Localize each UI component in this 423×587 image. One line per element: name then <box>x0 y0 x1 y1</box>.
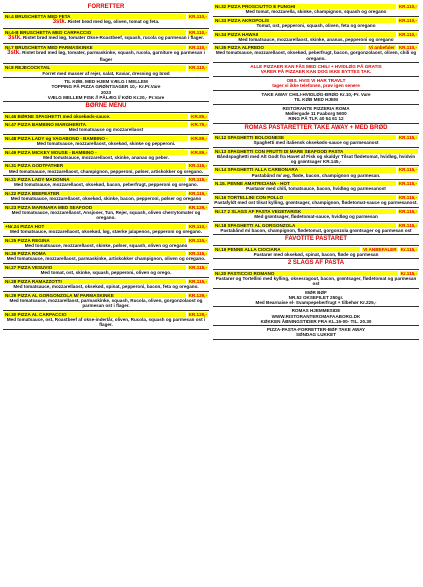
notice-line: PIZZA-PASTA-FORRETTER-BØF TAKE AWAY <box>266 327 366 333</box>
notice-line: Med Bearnaise el- Svampepeberfrugt + tilbehør Kr.225,- <box>255 299 377 305</box>
menu-item-name: Nr.25 PIZZA REGINA <box>4 238 186 243</box>
menu-item-desc-wrap <box>4 35 208 42</box>
menu-item-desc: Med tomatsauce, mozzarellaost, oksekød, skinke, bacon, pepperoni, pølser og oregano <box>10 196 202 202</box>
menu-item-header <box>214 223 418 228</box>
menu-item-price: KR.110,- <box>398 31 417 37</box>
menu-item-header <box>4 312 208 317</box>
menu-item-price: KR.115,- <box>398 181 417 187</box>
menu-item-desc: Ristet brød med løg, oliven, tomat og feta. <box>67 19 160 25</box>
menu-item-desc: Ristet brød med løg, tomater Okse-Roastbeef, squash, rucola og parmesan i flager. <box>22 34 204 40</box>
menu-item-name: Nr.14 SPAGHETTI ALLA CARBONARA <box>214 167 396 172</box>
menu-item-desc: Med tomatsauce, mozzarellaost, champignon, pepperoni, pølser, artiskokker og oregano. <box>8 168 204 174</box>
menu-item <box>3 190 209 204</box>
menu-item-name: Nr.21 PIZZA LADY MADONNA <box>4 177 186 182</box>
section-title: BØRNE MENU <box>85 103 127 110</box>
menu-item-price: KR.129,- <box>188 204 207 210</box>
menu-item <box>213 31 419 45</box>
menu-item-desc: Med tomatsauce, mozzarellaost, skinke, pølser, squash, oliven og oregano <box>24 242 188 248</box>
menu-item-name: Nr.48 PIZZA LADY og VAGABOND - BAMBINO - <box>4 136 188 141</box>
notice-block <box>213 326 419 340</box>
menu-item-name: Nr.7 BRUSCHETTA MED PARMASKINKE <box>4 45 186 50</box>
menu-item-desc: Med tomatsauce, mozzarellaost, skinke, ananas, pepperoni og oregano <box>238 36 394 42</box>
menu-item-desc: Med tomatsauce, mozzarellaost, parmaskinke, artiskokker champignon, oliven og oregano. <box>6 256 206 262</box>
notice-line: WWW.RISTORANTEROMAFAABORG.DK <box>271 313 361 319</box>
notice-line: tager vi ikke telefonen, prøv igen senere <box>272 83 360 89</box>
menu-left-column <box>3 3 209 585</box>
menu-item <box>3 13 209 28</box>
menu-item-desc: Med tomatsauce, mozzarellaost, oksekød, løg, stærke jalapenos, pepperoni og oregano. <box>10 228 202 234</box>
menu-item-desc-wrap <box>4 50 208 62</box>
menu-item-name: Nr.8 REJECOCKTAIL <box>4 65 186 70</box>
menu-item-qty: 3stk. <box>8 34 22 41</box>
recommend-badge: VI ANBEFALER <box>363 246 397 252</box>
menu-item-price: KR.79,- <box>191 122 207 128</box>
menu-item-header <box>4 238 208 243</box>
menu-item-name: Nr.46 BØRNE SPAGHETTI med oksekøds-sauce. <box>4 114 188 119</box>
menu-item <box>213 208 419 222</box>
menu-item <box>213 194 419 208</box>
menu-item-price: KR.115,- <box>398 134 417 140</box>
menu-item-desc: Ristet brød med løg, tomater, parmaskinke, squash, rucola, garniture og parmesan i flager <box>22 50 205 62</box>
menu-item <box>213 166 419 180</box>
menu-item-price: KR.115,- <box>188 237 207 243</box>
notice-block <box>213 105 419 124</box>
menu-item <box>3 121 209 135</box>
notice-line: ROMAS HJEMMESIDE <box>291 308 341 314</box>
menu-item <box>213 134 419 148</box>
menu-item-price: KR.110,- <box>188 223 207 229</box>
notice-line: ALLE PIZZAER KAN FÅS MED CHILI + HVIDLØG PÅ GRATIS <box>250 64 382 70</box>
notice-line: VARER PÅ PIZZAER KAN DOG IKKE BYTTES TAK. <box>260 69 372 75</box>
menu-item-name: Nr.17 2 SLAGS AF PASTA VEGETARISK <box>214 209 396 214</box>
menu-item-desc: Med grøntsager, flødetomat-sauce, hvidløg og parmesan <box>254 213 378 219</box>
menu-item-name: Nr.49 PIZZA MICKEY MOUSE - BAMBINO - <box>4 150 188 155</box>
notice-line: TIL KØB MED HJEM <box>294 96 338 102</box>
menu-item-price: KR.115,- <box>188 163 207 169</box>
menu-item <box>213 270 419 289</box>
menu-item-qty: 3stk. <box>7 50 21 57</box>
menu-item-price: KR.110,- <box>188 44 207 50</box>
menu-item-desc: Pastarør med chili, tomatsauce, bacon, hvidløg og parmesanost <box>246 186 386 192</box>
menu-item-name: N.15. PENNE AMATRICIANA - HOT <box>214 181 396 186</box>
menu-item-name: Nr.34 PIZZA HAWAII <box>214 32 396 37</box>
section-title-block <box>213 235 419 245</box>
menu-item-price: KR.115,- <box>188 251 207 257</box>
notice-line: SØNDAG LUKKET <box>295 332 337 338</box>
menu-item <box>3 204 209 223</box>
menu-item-desc: Med tomatsauce, mozzarellaost, oksekød, skinke og pepperoni. <box>36 141 176 147</box>
menu-item-price: KR.110,- <box>188 14 207 20</box>
notice-line: MØR BØF <box>305 289 327 295</box>
section-title: FORRETTER <box>87 4 125 10</box>
notice-block <box>213 289 419 308</box>
notice-block <box>213 307 419 326</box>
menu-item-name: Nr.18 SPAGHETTI AL GORGONZOLA <box>214 223 396 228</box>
menu-item-desc: Med tomat, ost, skinke, squash, pepperoni, oliven og orego. <box>40 270 172 276</box>
menu-item-name: Nr.20 PASTICCIO ROMANO <box>214 271 398 276</box>
menu-item-price: KR.110,- <box>398 45 417 51</box>
menu-item-name: Nr.31 PIZZA GODTFATHER <box>4 163 186 168</box>
menu-item <box>213 246 419 260</box>
notice-line: 2023 <box>100 89 112 95</box>
menu-item-name: Nr.16 TORTELLINI CON POLLO <box>214 195 396 200</box>
menu-item-price: KR.89,- <box>191 135 207 141</box>
notice-line: RISTORANTE PIZZERIA ROMA <box>282 105 350 111</box>
menu-item-desc: Med tomatsauce, mozzarellaost, skinke, ananas og peber. <box>43 154 169 160</box>
menu-item <box>3 149 209 163</box>
menu-item-desc: Med tomatsauce, mozzarellaost, oksekød, spinat, pepperoni, bacon, feta og oregano. <box>13 284 199 290</box>
menu-item-name: Nr.33 PIZZA AKROPOLIS <box>214 18 396 23</box>
menu-item-header <box>214 167 418 172</box>
notice-block <box>213 91 419 105</box>
notice-block <box>213 77 419 91</box>
menu-item-header <box>4 163 208 168</box>
menu-item <box>3 29 209 44</box>
menu-item <box>213 17 419 31</box>
menu-item <box>213 44 419 63</box>
menu-item <box>213 222 419 236</box>
notice-line: VÆLG MELLEM FISK // PÅLÆG // KØD Kr.20,- Pr.Vare <box>47 94 165 100</box>
menu-item <box>3 264 209 278</box>
menu-item-desc: Med tomatsauce, mozzarellaost, oksekød, peberfrugt, bacon, gorgonzolaost, oliven, chili og oregano. <box>215 50 417 61</box>
menu-item-name: Nr.4-B BRUSCHETTA MED CARPACCIO <box>4 30 186 35</box>
menu-item-name: Nr.26 PIZZA ROMA <box>4 251 186 256</box>
menu-item-name: Nr.28 PIZZA RAMAZZOTTI <box>4 279 186 284</box>
menu-item-desc: Pastafyldt med ost tilsat kylling, grøntsager, champignon, flødetomat-sauce og parmesanost. <box>214 200 418 206</box>
menu-item <box>3 292 209 311</box>
menu-item-price: Kr.115,- <box>400 246 417 252</box>
menu-item-price: KR.115,- <box>398 167 417 173</box>
menu-item-header <box>214 247 418 252</box>
menu-item-desc: Med tomatsauce, ost, Roastbeef af okse-inderlår, oliven, Rucola, squash og parmesan ost i flager. <box>6 316 206 327</box>
menu-item-name: Nr.12 SPAGHETTI BOLOGNESE <box>214 135 396 140</box>
menu-item-name: Nr.13 SPAGHETTI CON FRUTTI DI MARE SEAFOOD PASTA <box>214 149 418 154</box>
notice-line: TIL KØB. MED HJEM VÆLG I MELLEM <box>64 79 148 85</box>
notice-line: RING PÅ TLF. 40 54 61 12 <box>288 115 344 121</box>
notice-block <box>3 78 209 102</box>
section-title-block <box>3 3 209 13</box>
menu-item-price: KR.110,- <box>188 29 207 35</box>
menu-item-name: Nr.32 PIZZA PROSCIUTTO E FUNGHI <box>214 4 396 9</box>
menu-item-name: Nr.30 PIZZA AL CARPACCIO <box>4 312 186 317</box>
section-title: 2 SLAGS AF PASTA <box>287 260 345 267</box>
menu-item-name: +Nr.24 PIZZA HOT <box>4 224 186 229</box>
notice-block <box>213 63 419 77</box>
notice-line: Møllergade 11 Faaborg 5600 <box>285 110 347 116</box>
menu-item-header <box>214 149 418 154</box>
menu-item-name: Nr.29 PIZZA AL GORGONZOLA M/ PARMASKINKE <box>4 293 186 298</box>
menu-item-price: KR.115,- <box>188 191 207 197</box>
menu-item-qty: 3stk. <box>52 19 67 26</box>
menu-item <box>3 250 209 264</box>
menu-item-price: Kr.115,- <box>400 270 417 276</box>
menu-item-price: KR.110,- <box>398 17 417 23</box>
menu-item <box>213 148 419 167</box>
notice-line: KØKKEN ÅBNINGSTIDER FRA KL.16-00- TIL. 20.30 <box>260 318 372 324</box>
section-title-block <box>213 124 419 134</box>
menu-item-desc: Tomat, ost, pepperoni, squash, oliven, feta og oregano <box>256 22 376 28</box>
menu-item-desc: Spaghetti med italiensk oksekøds-sauce og parmesanost <box>253 139 379 145</box>
menu-item-name: Nr.47 PIZZA BAMBINO MARGHERITA <box>4 122 188 127</box>
menu-item <box>3 113 209 122</box>
menu-item-name: Nr.19 PENNE ALLA CIOCIARA <box>214 247 360 252</box>
menu-item-price: KR.115,- <box>188 265 207 271</box>
notice-line: OBS. HVIS VI HAR TRAVLT <box>286 78 346 84</box>
menu-item-price: KR.85,- <box>191 113 207 119</box>
menu-item-price: KR.115,- <box>188 177 207 183</box>
menu-item-desc: Med tomatsauce, mozzarellaost, parmaskinke, squash, Rucola, oliven, gorgonzolaost og parmesan ost i flager. <box>9 297 203 308</box>
menu-right-column <box>213 3 419 585</box>
menu-item-price: KR.129,- <box>188 311 207 317</box>
menu-item-header <box>4 65 208 70</box>
menu-item-header <box>4 114 208 119</box>
menu-item-price: KR.115,- <box>398 208 417 214</box>
section-title: ROMAS PASTARETTER TAKE AWAY + MED BRØD <box>244 124 388 131</box>
menu-item-name: Nr.4 BRUSCHETTA MED FETA <box>4 14 186 19</box>
menu-item-desc: Båndspaghetti med Alt Godt fra Havet af Fisk og skaldyr Tilsat flødetomat, hvidløg, hvidvin og grøntsager KR.145,- <box>216 153 416 164</box>
menu-item-price: KR.89,- <box>191 149 207 155</box>
menu-item-name: Nr.35 PIZZA ALFREDO <box>214 45 366 50</box>
menu-item <box>3 311 209 330</box>
menu-item-desc-wrap <box>4 19 208 26</box>
menu-item-price: KR.110,- <box>188 65 207 71</box>
menu-item-price: KR.115,- <box>398 222 417 228</box>
menu-item <box>3 64 209 78</box>
menu-item-desc: Med tomatsauce, mozzarellaost, Ansjoser, Tun, Rejer, squash, oliven cherrytomater og oregano. <box>11 209 201 221</box>
menu-item-desc: Med tomat, mozzarella, skinke, champignon, squash og oregano <box>245 9 387 15</box>
menu-item <box>3 237 209 251</box>
menu-item-name: Nr.22 PIZZA BEEFEATER <box>4 191 186 196</box>
menu-item-price: KR.110,- <box>398 4 417 9</box>
menu-item-header <box>214 271 418 276</box>
menu-item <box>3 278 209 292</box>
menu-item <box>3 44 209 65</box>
menu-item <box>3 135 209 149</box>
menu-item-desc: Pastabånd m/ æg, fløde, bacon, champignon og parmesan. <box>251 172 381 178</box>
notice-line: TAKE AWAY CHILI-HVIDLØG-BRØD Kr.10,-Pr. Vare <box>261 91 371 97</box>
menu-item-price: KR.115,- <box>398 195 417 201</box>
menu-item <box>213 3 419 17</box>
section-title: FAVOTITE PASTARET <box>284 236 347 243</box>
notice-line: TOPPING PÅ PIZZA GRØNTSAGER 10,- Kr.Pr.Vare <box>51 84 161 90</box>
menu-item-header <box>214 32 418 37</box>
section-title-block <box>213 259 419 269</box>
menu-item <box>3 176 209 190</box>
menu-item-price: KR.129,- <box>188 292 207 298</box>
menu-item-desc: Pastabånd m/ bacon, champignon, flødetomat, gorgonzola grøntsager og parmesan ost <box>220 227 412 233</box>
section-title-block <box>3 102 209 112</box>
menu-item-desc: Med tomatsauce, mozzarellaost, oksekød, bacon, peberfrugt, pepperoni og oregano. <box>13 182 199 188</box>
menu-item <box>3 162 209 176</box>
menu-item-desc: Med tomatsauce og mozzarellaost <box>68 127 144 133</box>
notice-line: NR.52 OKSEFILET 250gr. <box>288 294 344 300</box>
menu-item-desc: Forret med masser af rejer, salat, Kaviar, dressing og brød <box>42 70 170 76</box>
recommend-badge: Vi anbefaler <box>368 45 395 51</box>
menu-item-desc: Pastarør og Tortellini med kylling, oksesragout, bacon, grøntsager, flødetomat og parmesan ost <box>215 275 417 286</box>
menu-item-price: KR.115,- <box>188 278 207 284</box>
menu-item-desc: Pastarør med oksekød, spinat, bacon, fløde og parmesan <box>253 251 379 257</box>
menu-item-name: Nr.23 PIZZA MARINARA MED SEAFOOD <box>4 205 186 210</box>
menu-item <box>213 180 419 194</box>
menu-item <box>3 223 209 237</box>
menu-item-name: Nr.27 PIZZA VESUVIO <box>4 265 186 270</box>
